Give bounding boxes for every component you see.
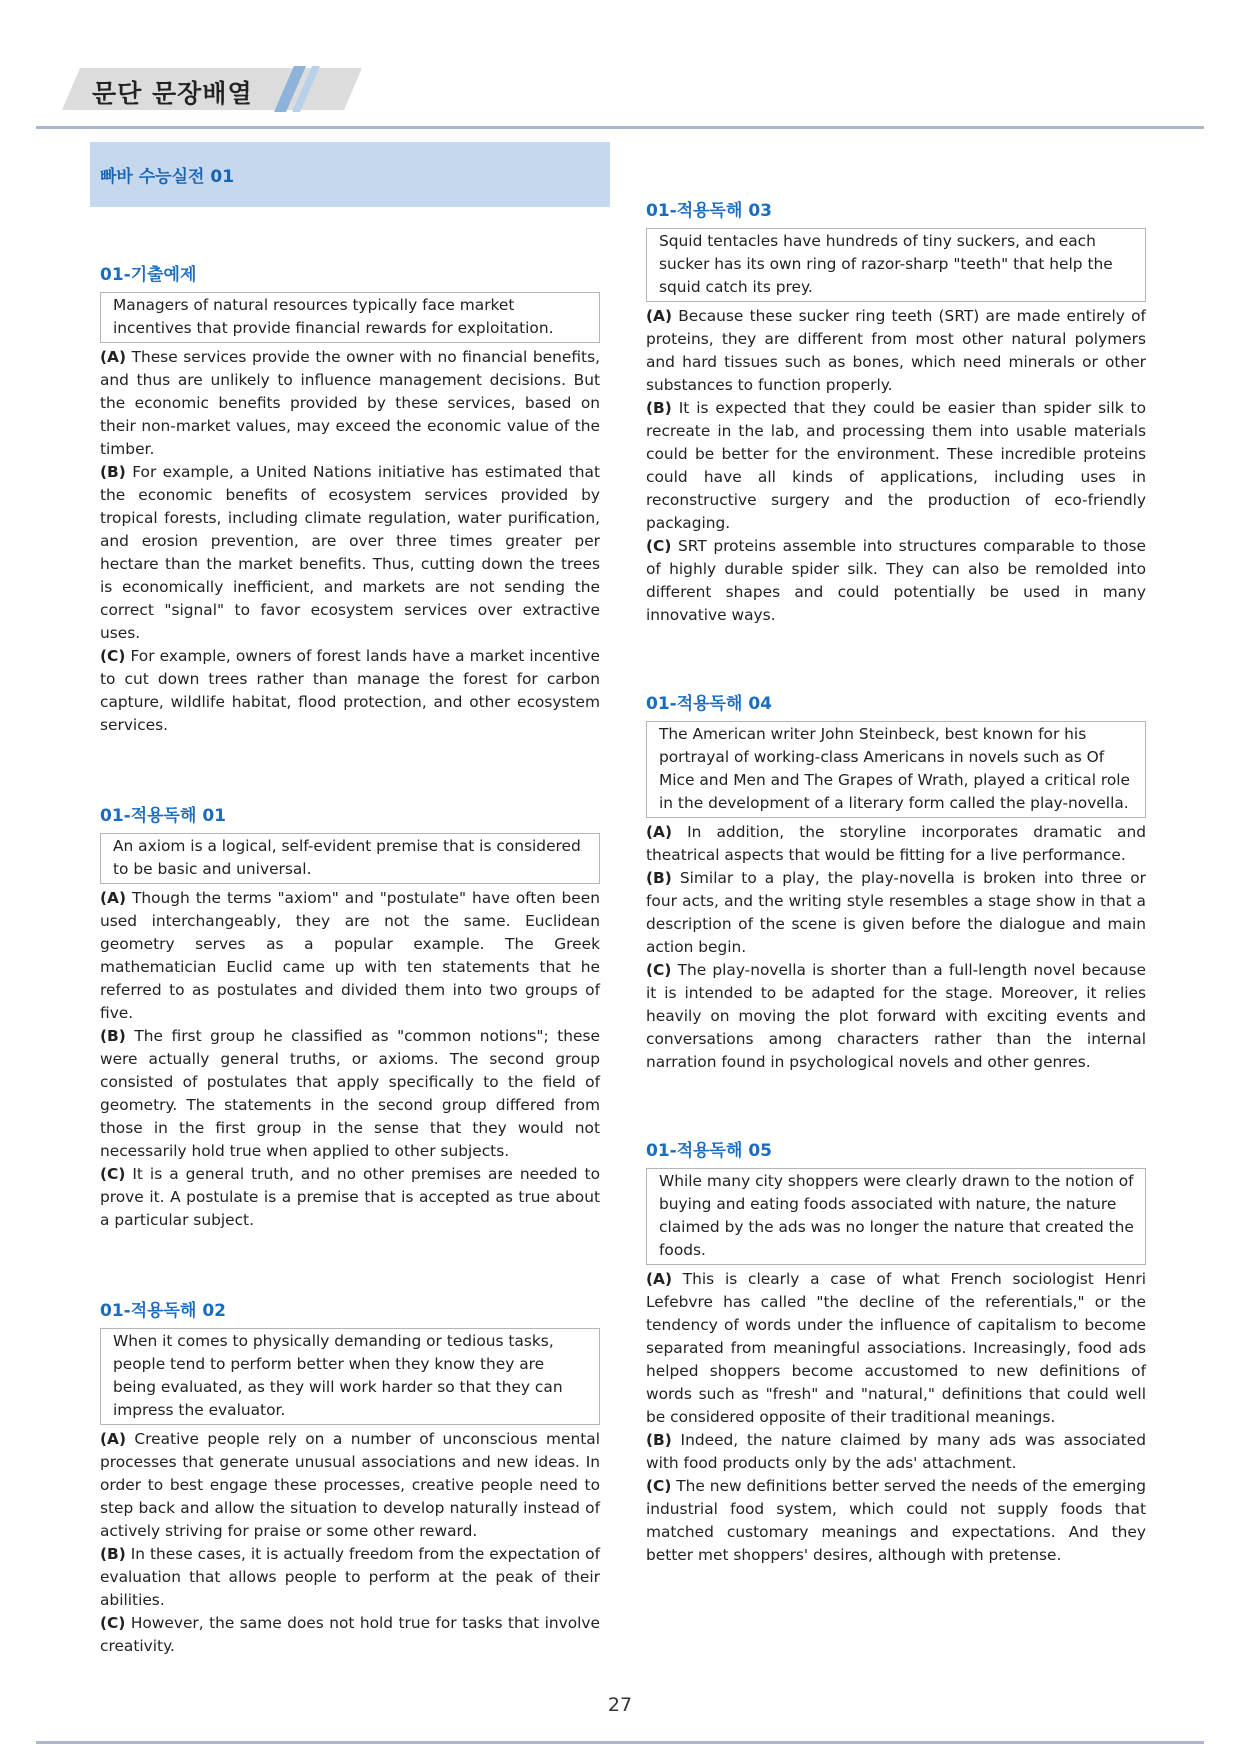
given-sentence-box: An axiom is a logical, self-evident premise that is considered to be basic and universal. — [100, 833, 600, 884]
paragraph-text: These services provide the owner with no financial benefits, and thus are unlikely to influence management decisions. But the economic benefits provided by these services, based on their non-market values, may exceed the economic value of the timber. — [100, 348, 600, 458]
paragraph-b — [100, 1543, 600, 1612]
paragraph-b — [100, 1025, 600, 1163]
paragraph-b — [100, 461, 600, 645]
paragraph-text: The first group he classified as "common notions"; these were actually general truths, or axioms. The second group consisted of postulates that apply specifically to the field of geometry. The statements in the second group differed from those in the first group in the sense that they would not necessarily hold true when applied to other subjects. — [100, 1027, 600, 1160]
section-applied-05 — [646, 1136, 1146, 1567]
paragraph-c — [100, 1612, 600, 1658]
paragraph-label: (C) — [100, 1165, 126, 1183]
given-sentence-box: The American writer John Steinbeck, best known for his portrayal of working-class Americans in novels such as Of Mice and Men and The Grapes of Wrath, played a critical role in the development of a literary form called the play-novella. — [646, 721, 1146, 818]
paragraph-label: (C) — [646, 537, 672, 555]
paragraph-text: For example, owners of forest lands have a market incentive to cut down trees rather than manage the forest for carbon capture, wildlife habitat, flood protection, and other ecosystem services. — [100, 647, 600, 734]
paragraph-text: It is a general truth, and no other premises are needed to prove it. A postulate is a premise that is accepted as true about a particular subject. — [100, 1165, 600, 1229]
paragraph-a — [100, 887, 600, 1025]
given-sentence-box: While many city shoppers were clearly drawn to the notion of buying and eating foods associated with nature, the nature claimed by the ads was no longer the nature that created the foods. — [646, 1168, 1146, 1265]
paragraph-text: This is clearly a case of what French sociologist Henri Lefebvre has called "the decline of the referentials," or the tendency of words under the influence of capitalism to become separated from meaningful associations. Increasingly, food ads helped shoppers become accustomed to new definitions of words such as "fresh" and "natural," definitions that could well be considered opposite of their traditional meanings. — [646, 1270, 1146, 1426]
section-applied-03 — [646, 196, 1146, 627]
given-sentence-box: Squid tentacles have hundreds of tiny suckers, and each sucker has its own ring of razor-sharp "teeth" that help the squid catch its prey. — [646, 228, 1146, 302]
page-header — [62, 66, 362, 112]
paragraph-c — [646, 959, 1146, 1074]
paragraph-text: Because these sucker ring teeth (SRT) are made entirely of proteins, they are different from most other natural polymers and hard tissues such as bones, which need minerals or other substances to function properly. — [646, 307, 1146, 394]
paragraph-label: (A) — [646, 823, 672, 841]
paragraph-text: It is expected that they could be easier than spider silk to recreate in the lab, and processing them into usable materials could be better for the environment. These incredible proteins could have all kinds of applications, including uses in reconstructive surgery and the production of eco-friendly packaging. — [646, 399, 1146, 532]
paragraph-text: Creative people rely on a number of unconscious mental processes that generate unusual associations and new ideas. In order to best engage these processes, creative people need to step back and allow the situation to develop naturally instead of actively striving for praise or some other reward. — [100, 1430, 600, 1540]
paragraph-b — [646, 1429, 1146, 1475]
section-applied-02 — [100, 1296, 600, 1658]
paragraph-c — [646, 1475, 1146, 1567]
paragraph-text: The play-novella is shorter than a full-length novel because it is intended to be adapted for the stage. Moreover, it relies heavily on moving the plot forward with exciting events and conversations among characters rather than the internal narration found in psychological novels and other genres. — [646, 961, 1146, 1071]
paragraph-text: For example, a United Nations initiative has estimated that the economic benefits of ecosystem services provided by tropical forests, including climate regulation, water purification, and erosion prevention, are over three times greater per hectare than the market benefits. Thus, cutting down the trees is economically inefficient, and markets are not sending the correct "signal" to favor ecosystem services over extractive uses. — [100, 463, 600, 642]
section-title: 01-적용독해 05 — [646, 1141, 772, 1161]
page-title: 문단 문장배열 — [92, 79, 253, 108]
paragraph-b — [646, 397, 1146, 535]
paragraph-a — [646, 1268, 1146, 1429]
paragraph-label: (C) — [646, 1477, 672, 1495]
paragraph-label: (A) — [100, 889, 126, 907]
paragraph-label: (A) — [100, 1430, 126, 1448]
paragraph-text: Similar to a play, the play-novella is broken into three or four acts, and the writing style resembles a stage show in that a description of the scene is given before the dialogue and main action begin. — [646, 869, 1146, 956]
paragraph-a — [100, 1428, 600, 1543]
paragraph-label: (B) — [100, 463, 126, 481]
paragraph-label: (A) — [100, 348, 126, 366]
section-past-example — [100, 260, 600, 737]
paragraph-label: (A) — [646, 307, 672, 325]
right-column — [646, 196, 1146, 1567]
paragraph-label: (C) — [646, 961, 672, 979]
paragraph-label: (B) — [100, 1027, 126, 1045]
page-number: 27 — [607, 1694, 633, 1716]
unit-banner-label: 빠바 수능실전 01 — [100, 167, 235, 187]
paragraph-a — [100, 346, 600, 461]
section-applied-04 — [646, 689, 1146, 1074]
paragraph-label: (B) — [100, 1545, 126, 1563]
paragraph-c — [100, 1163, 600, 1232]
paragraph-text: Though the terms "axiom" and "postulate" have often been used interchangeably, they are not the same. Euclidean geometry serves as a popular example. The Greek mathematician Euclid came up with ten statements that he referred to as postulates and divided them into two groups of five. — [100, 889, 600, 1022]
paragraph-label: (B) — [646, 869, 672, 887]
paragraph-text: However, the same does not hold true for tasks that involve creativity. — [100, 1614, 600, 1655]
given-sentence-box: Managers of natural resources typically face market incentives that provide financial rewards for exploitation. — [100, 292, 600, 343]
section-title: 01-적용독해 01 — [100, 806, 226, 826]
left-column — [100, 260, 600, 1658]
paragraph-label: (C) — [100, 1614, 126, 1632]
paragraph-label: (B) — [646, 1431, 672, 1449]
paragraph-text: In these cases, it is actually freedom from the expectation of evaluation that allows people to perform at the peak of their abilities. — [100, 1545, 600, 1609]
header-divider — [36, 126, 1204, 129]
given-sentence-box: When it comes to physically demanding or tedious tasks, people tend to perform better when they know they are being evaluated, as they will work harder so that they can impress the evaluator. — [100, 1328, 600, 1425]
paragraph-c — [100, 645, 600, 737]
footer-divider — [36, 1741, 1204, 1744]
paragraph-c — [646, 535, 1146, 627]
paragraph-label: (A) — [646, 1270, 672, 1288]
section-title: 01-적용독해 03 — [646, 201, 772, 221]
paragraph-b — [646, 867, 1146, 959]
paragraph-label: (C) — [100, 647, 126, 665]
section-title: 01-적용독해 02 — [100, 1301, 226, 1321]
section-title: 01-기출예제 — [100, 265, 197, 285]
paragraph-a — [646, 821, 1146, 867]
unit-banner — [90, 142, 610, 207]
section-applied-01 — [100, 801, 600, 1232]
paragraph-text: Indeed, the nature claimed by many ads was associated with food products only by the ads' attachment. — [646, 1431, 1146, 1472]
paragraph-text: In addition, the storyline incorporates dramatic and theatrical aspects that would be fitting for a live performance. — [646, 823, 1146, 864]
paragraph-label: (B) — [646, 399, 672, 417]
paragraph-a — [646, 305, 1146, 397]
paragraph-text: SRT proteins assemble into structures comparable to those of highly durable spider silk. They can also be remolded into different shapes and could potentially be used in many innovative ways. — [646, 537, 1146, 624]
section-title: 01-적용독해 04 — [646, 694, 772, 714]
paragraph-text: The new definitions better served the needs of the emerging industrial food system, which could not supply foods that matched customary meanings and expectations. And they better met shoppers' desires, although with pretense. — [646, 1477, 1146, 1564]
